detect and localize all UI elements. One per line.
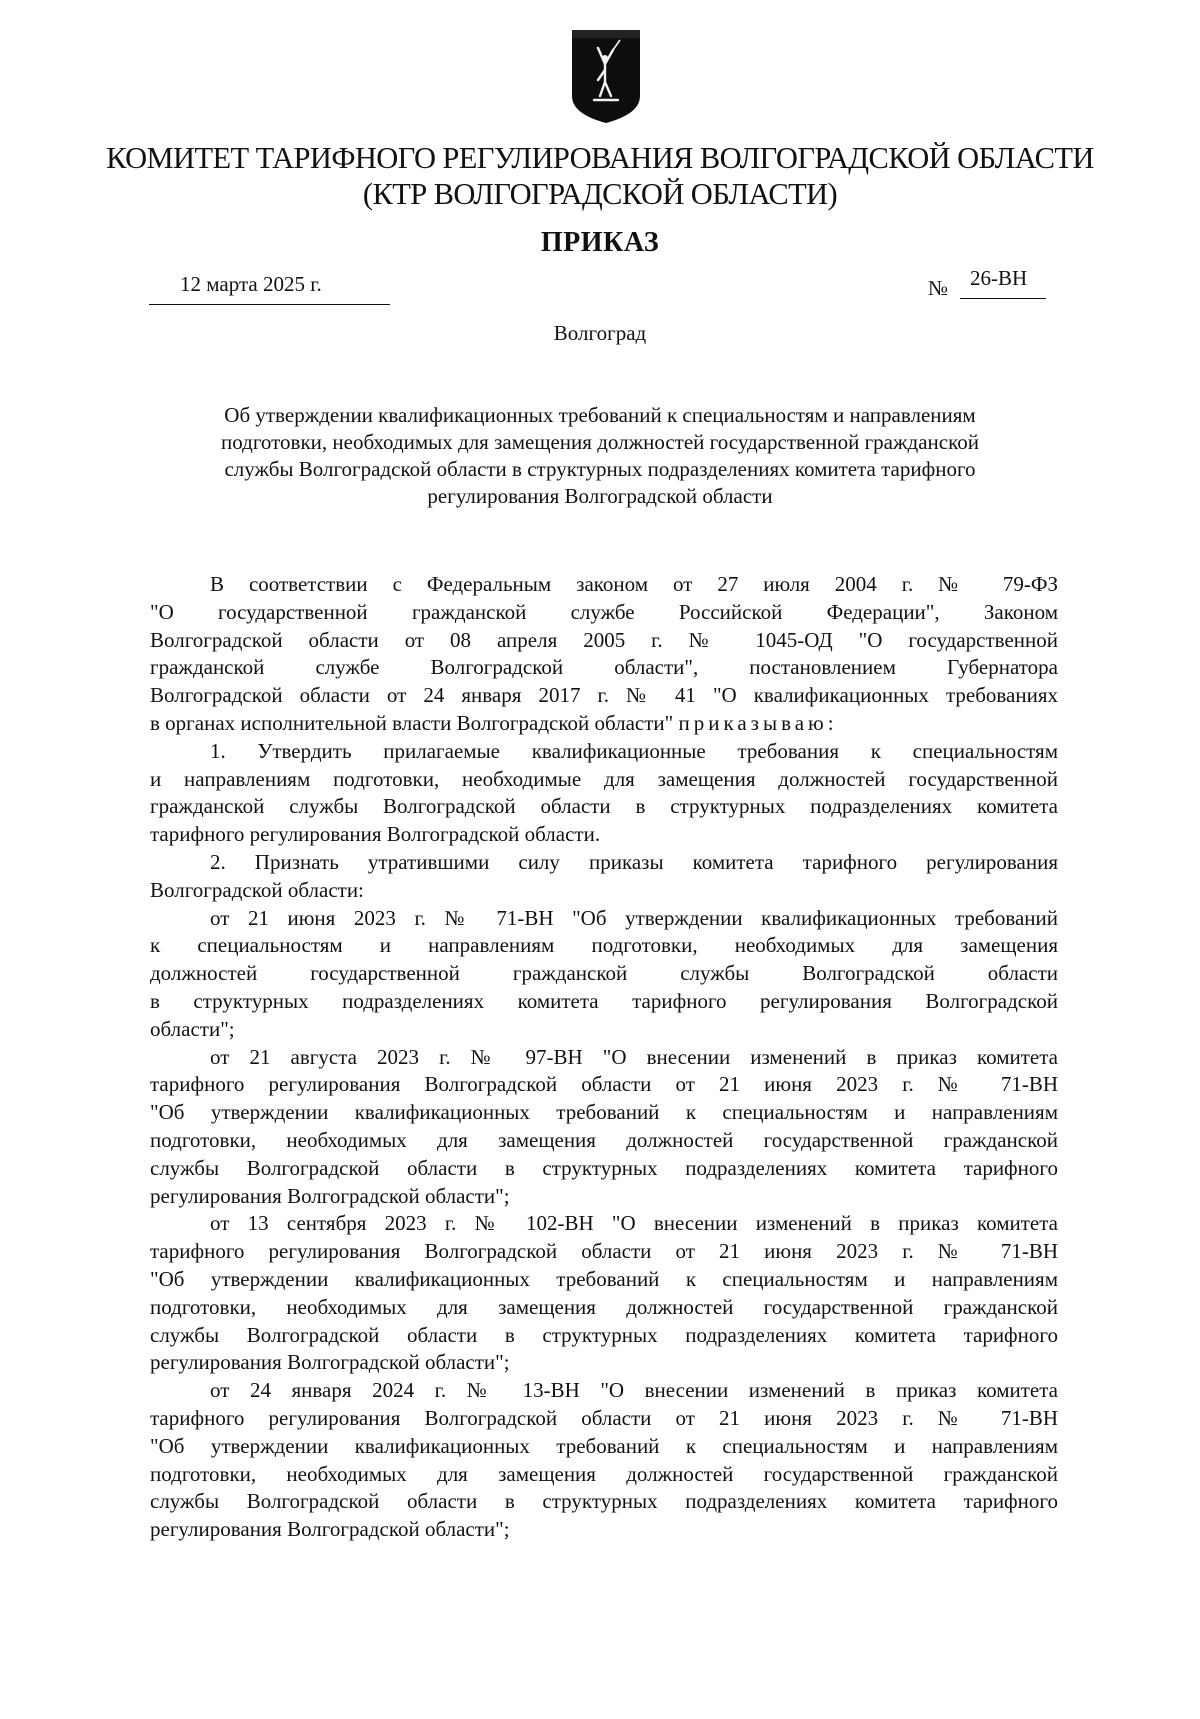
text-line: подготовки, необходимых для замещения должностей государственной гражданской bbox=[150, 1461, 1058, 1486]
text-line: службы Волгоградской области в структурных подразделениях комитета тарифного bbox=[150, 1489, 1058, 1514]
text-line: службы Волгоградской области в структурных подразделениях комитета тарифного bbox=[150, 1322, 1058, 1347]
revoked-order-4 bbox=[150, 1377, 1058, 1544]
preamble-paragraph bbox=[150, 571, 1058, 738]
item-1-paragraph bbox=[150, 738, 1058, 849]
document-type: ПРИКАЗ bbox=[540, 227, 660, 258]
text-line: к специальностям и направлениям подготовки, необходимых для замещения bbox=[150, 933, 1058, 958]
text-line: "Об утверждении квалификационных требований к специальностям и направлениям bbox=[150, 1100, 1058, 1125]
subject-line: службы Волгоградской области в структурных подразделениях комитета тарифного bbox=[224, 457, 976, 481]
text-line: от 24 января 2024 г. № 13-ВН "О внесении изменений в приказ комитета bbox=[210, 1378, 1058, 1403]
text-line: области"; bbox=[150, 1016, 235, 1041]
number-underline bbox=[960, 298, 1046, 299]
text-line: от 21 августа 2023 г. № 97-ВН "О внесении изменений в приказ комитета bbox=[210, 1044, 1058, 1069]
text-line: тарифного регулирования Волгоградской области от 21 июня 2023 г. № 71-ВН bbox=[150, 1239, 1058, 1264]
subject-line: регулирования Волгоградской области bbox=[427, 484, 773, 508]
text-line: тарифного регулирования Волгоградской области от 21 июня 2023 г. № 71-ВН bbox=[150, 1072, 1058, 1097]
text-line: "О государственной гражданской службе Российской Федерации", Законом bbox=[150, 599, 1058, 624]
text-line: 2. Признать утратившими силу приказы комитета тарифного регулирования bbox=[210, 849, 1058, 874]
text-line: Волгоградской области от 24 января 2017 г. № 41 "О квалификационных требованиях bbox=[150, 683, 1058, 708]
text-line: и направлениям подготовки, необходимые для замещения должностей государственной bbox=[150, 766, 1058, 791]
revoked-order-3 bbox=[150, 1210, 1058, 1377]
text-line: Волгоградской области: bbox=[150, 877, 364, 902]
text-line: службы Волгоградской области в структурных подразделениях комитета тарифного bbox=[150, 1155, 1058, 1180]
revoked-order-1 bbox=[150, 905, 1058, 1044]
text-line: подготовки, необходимых для замещения должностей государственной гражданской bbox=[150, 1294, 1058, 1319]
text-line: 1. Утвердить прилагаемые квалификационные требования к специальностям bbox=[210, 738, 1058, 763]
text-line: "Об утверждении квалификационных требований к специальностям и направлениям bbox=[150, 1433, 1058, 1458]
text-line: гражданской службе Волгоградской области", постановлением Губернатора bbox=[150, 655, 1058, 680]
text-line: регулирования Волгоградской области"; bbox=[150, 1350, 510, 1375]
text-line: от 13 сентября 2023 г. № 102-ВН "О внесении изменений в приказ комитета bbox=[210, 1211, 1058, 1236]
text-line: Волгоградской области от 08 апреля 2005 г. № 1045-ОД "О государственной bbox=[150, 627, 1058, 652]
subject-line: подготовки, необходимых для замещения должностей государственной гражданской bbox=[221, 430, 979, 454]
preamble-last-text: в органах исполнительной власти Волгоградской области" bbox=[150, 710, 674, 735]
text-line: тарифного регулирования Волгоградской области. bbox=[150, 822, 601, 847]
document-subject bbox=[150, 402, 1050, 510]
document-date: 12 марта 2025 г. bbox=[180, 272, 322, 296]
document-body bbox=[150, 571, 1058, 1544]
revoked-order-2 bbox=[150, 1044, 1058, 1211]
text-line: тарифного регулирования Волгоградской области от 21 июня 2023 г. № 71-ВН bbox=[150, 1405, 1058, 1430]
text-line: от 21 июня 2023 г. № 71-ВН "Об утверждении квалификационных требований bbox=[210, 905, 1058, 930]
text-line: "Об утверждении квалификационных требований к специальностям и направлениям bbox=[150, 1266, 1058, 1291]
text-line: должностей государственной гражданской службы Волгоградской области bbox=[150, 961, 1058, 986]
text-line: подготовки, необходимых для замещения должностей государственной гражданской bbox=[150, 1127, 1058, 1152]
organization-title: КОМИТЕТ ТАРИФНОГО РЕГУЛИРОВАНИЯ ВОЛГОГРАДСКОЙ ОБЛАСТИ bbox=[106, 141, 1094, 175]
text-line: регулирования Волгоградской области"; bbox=[150, 1183, 510, 1208]
subject-line: Об утверждении квалификационных требований к специальностям и направлениям bbox=[224, 403, 976, 427]
document-number: 26-ВН bbox=[970, 266, 1028, 290]
text-line: гражданской службы Волгоградской области в структурных подразделениях комитета bbox=[150, 794, 1058, 819]
preamble-keyword: приказываю: bbox=[678, 710, 838, 735]
city: Волгоград bbox=[553, 321, 647, 345]
text-line: регулирования Волгоградской области"; bbox=[150, 1517, 510, 1542]
date-underline bbox=[149, 304, 390, 305]
number-sign: № bbox=[928, 276, 949, 300]
text-line bbox=[150, 710, 1058, 738]
text-line: В соответствии с Федеральным законом от 27 июля 2004 г. № 79-ФЗ bbox=[210, 572, 1058, 596]
text-line: в структурных подразделениях комитета тарифного регулирования Волгоградской bbox=[150, 988, 1058, 1013]
coat-of-arms-icon bbox=[568, 26, 644, 126]
organization-short-title: (КТР ВОЛГОГРАДСКОЙ ОБЛАСТИ) bbox=[362, 177, 838, 211]
item-2-paragraph bbox=[150, 849, 1058, 905]
